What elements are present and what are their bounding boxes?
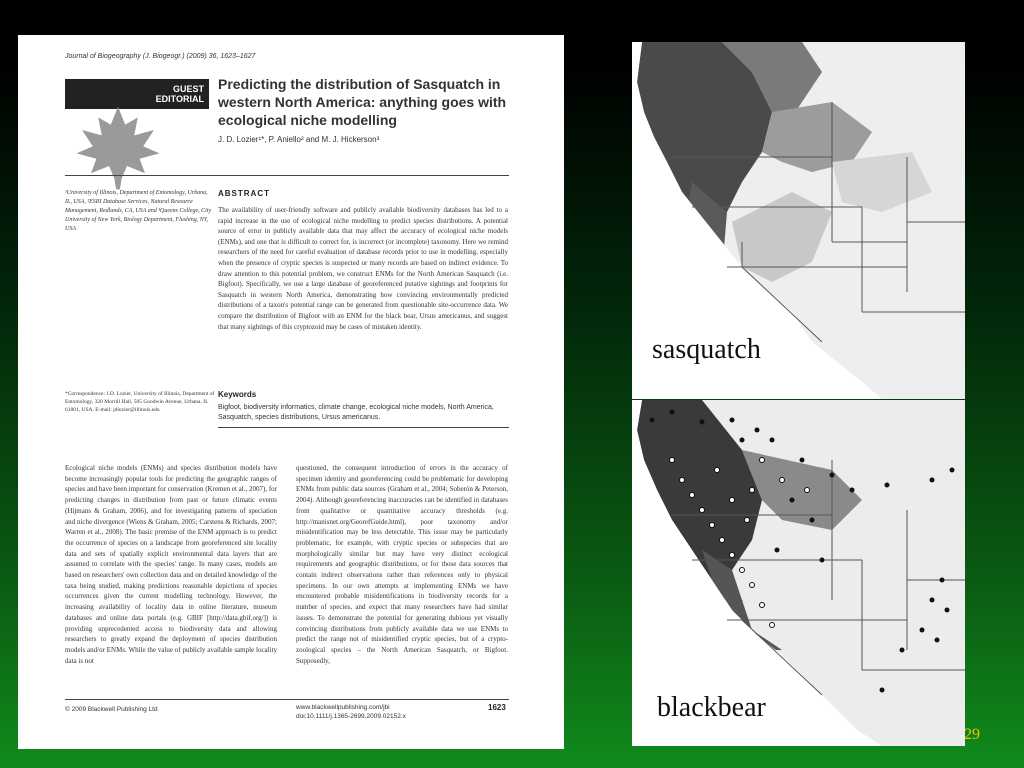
abstract-heading: ABSTRACT bbox=[218, 189, 270, 198]
keywords-text: Bigfoot, biodiversity informatics, climate change, ecological niche models, North America, Sasquatch, species distributions, Ursus americanus. bbox=[218, 404, 494, 421]
journal-citation: Journal of Biogeography (J. Biogeogr.) (2009) 36, 1623–1627 bbox=[65, 53, 256, 60]
keywords-heading: Keywords bbox=[218, 390, 257, 399]
correspondence-note: *Correspondence: J.D. Lozier, University of Illinois, Department of Entomology, 320 Morrill Hall, 505 Goodwin Avenue, Urbana, IL 61801, USA. E-mail: jdlozier@illinois.edu bbox=[65, 391, 215, 413]
body-column-right: questioned, the consequent introduction of errors in the accuracy of specimen identity and georeferencing could be problematic for developing ENMs from public data sources (Graham et al., 2004; Soberón & Peterson, 2004). Although georeferencing inaccuracies can be identified in databases from qualitative or quantitative accuracy thresholds (e.g. http://manisnet.org/GeorefGuide.html), poor taxonomy and/or misidentification may be less detectable. This issue may be particularly problematic, for example, with cryptic species or subspecies that are morphologically similar but may have very distinct ecological requirements and geographic distributions, or for those data sources that contain indirect observations rather than references only to physical specimens. In our own attempts at implementing ENMs we have encountered probable misidentifications in biodiversity records for a number of species, and expect that many researchers have had similar issues. To demonstrate the potential for generating dubious yet visually convincing distributions from publicly available data we use ENMs to predict the range not of misidentified cryptic species, but of a crypto-zoological species – the North American Sasquatch, or Bigfoot. Supposedly, bbox=[296, 464, 508, 665]
body-column-left: Ecological niche models (ENMs) and species distribution models have become increasingly popular tools for predicting the geographic ranges of species and have been important for conservation (Kremen et al., 2007), for predicting changes in distribution from past or future climatic events (Hijmans & Graham, 2006), and for investigating patterns of speciation and niche divergence (Wiens & Graham, 2005; Carstens & Richards, 2007; Warren et al., 2008). The basic premise of the ENM approach is to predict the occurrence of species on a landscape from georeferenced site locality data and sets of spatially explicit environmental data layers that are assumed to correlate with the species' range. In many cases, models are based on researchers' own collection data and on detailed knowledge of the taxa being studied, making predictions reasonable depictions of species occurrences given the current modelling technology. However, the increasing availability of locality data in online literature, museum databases and online data portals (e.g. GBIF [http://data.gbif.org/]) is providing unprecedented access to biodiversity data and allowing researchers to greatly expand the deployment of species distribution models and/or ENMs. While the value of publicly available sample locality data is not bbox=[65, 464, 277, 665]
abstract-divider bbox=[218, 427, 509, 428]
page-number: 1623 bbox=[488, 703, 506, 712]
paper-page bbox=[18, 35, 564, 749]
banner-line-1: GUEST bbox=[172, 84, 204, 94]
slide-number: 29 bbox=[964, 726, 980, 743]
abstract-text: The availability of user-friendly software and publicly available biodiversity databases has led to a rapid increase in the use of ecological niche modelling to predict species distributions. A potential source of error in publicly available data that may affect the accuracy of ecological niche models (ENMs), and one that is difficult to correct for, is incorrect (or incomplete) taxonomy. Here we remind researchers of the need for careful evaluation of database records prior to use in modelling, especially when the presence of cryptic species is suspected or many records are based on indirect evidence. To draw attention to this potential problem, we construct ENMs for the North American Sasquatch (i.e. Bigfoot). Specifically, we use a large database of georeferenced putative sightings and footprints for Sasquatch in western North America, demonstrating how convincing environmentally predicted distributions of a taxon's potential range can be generated from questionable site-occurrence data. We compare the distribution of Bigfoot with an ENM for the black bear, Ursus americanus, and suggest that many sightings of this cryptozoid may be cases of mistaken identity. bbox=[218, 206, 508, 331]
sasquatch-map bbox=[632, 42, 965, 399]
doi: doi:10.1111/j.1365-2699.2009.02152.x bbox=[296, 713, 406, 720]
blackbear-map bbox=[632, 400, 965, 746]
paper-title: Predicting the distribution of Sasquatch in western North America: anything goes with ecological niche modelling bbox=[218, 76, 507, 128]
header-divider bbox=[65, 175, 509, 176]
maple-leaf-icon bbox=[73, 103, 163, 193]
blackbear-label: blackbear bbox=[657, 692, 766, 723]
footer-divider bbox=[65, 699, 509, 700]
journal-footer bbox=[296, 703, 406, 721]
paper-authors: J. D. Lozier¹*, P. Aniello² and M. J. Hickerson³ bbox=[218, 135, 380, 144]
banner-line-2: EDITORIAL bbox=[155, 94, 204, 104]
author-affiliations: ¹University of Illinois, Department of Entomology, Urbana, IL, USA, ²ESRI Database Services, Natural Resource Management, Redlands, CA, USA and ³Queens College, City University of New York, Biology Department, Flushing, NY, USA bbox=[65, 190, 212, 232]
copyright-footer: © 2009 Blackwell Publishing Ltd bbox=[65, 706, 158, 713]
journal-url: www.blackwellpublishing.com/jbi bbox=[296, 704, 390, 711]
sasquatch-label: sasquatch bbox=[652, 334, 761, 365]
